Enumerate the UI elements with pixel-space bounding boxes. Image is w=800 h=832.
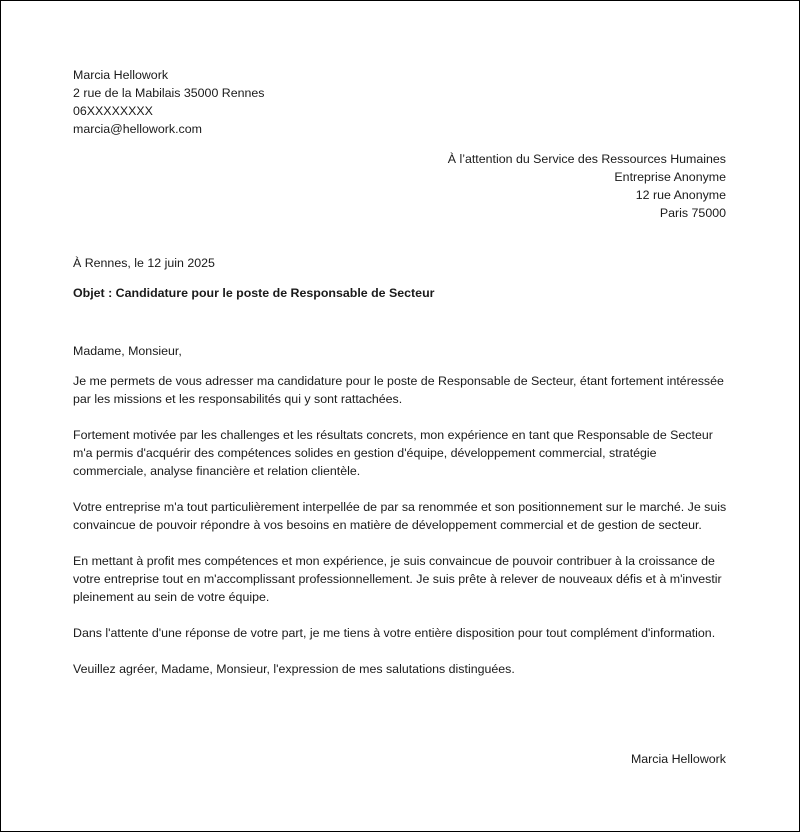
recipient-block xyxy=(448,150,726,222)
sender-phone: 06XXXXXXXX xyxy=(73,104,153,118)
recipient-street: 12 rue Anonyme xyxy=(635,188,726,202)
recipient-attention: À l’attention du Service des Ressources Humaines xyxy=(447,152,726,166)
subject-line: Objet : Candidature pour le poste de Responsable de Secteur xyxy=(73,286,435,300)
signature: Marcia Hellowork xyxy=(630,752,726,766)
body-paragraph-4: En mettant à profit mes compétences et mon expérience, je suis convaincue de pouvoir contribuer à la croissance de votre entreprise tout en m'accomplissant professionnellement. Je suis prête à relever de nouveaux défis et à m'investir pleinement au sein de votre équipe. xyxy=(73,554,722,604)
body-paragraph-2: Fortement motivée par les challenges et les résultats concrets, mon expérience en tant que Responsable de Secteur m'a permis d'acquérir des compétences solides en gestion d'équipe, développement commercial, stratégie commerciale, analyse financière et relation clientèle. xyxy=(73,428,713,478)
sender-name: Marcia Hellowork xyxy=(73,68,169,82)
sender-email: marcia@hellowork.com xyxy=(73,122,202,136)
body-paragraph-1: Je me permets de vous adresser ma candidature pour le poste de Responsable de Secteur, étant fortement intéressée par les missions et les responsabilités qui y sont rattachées. xyxy=(73,374,724,406)
body-paragraph-5: Dans l'attente d'une réponse de votre part, je me tiens à votre entière disposition pour tout complément d'information. xyxy=(73,626,716,640)
closing-formula: Veuillez agréer, Madame, Monsieur, l'expression de mes salutations distinguées. xyxy=(73,662,515,676)
sender-block xyxy=(73,66,265,138)
recipient-company: Entreprise Anonyme xyxy=(614,170,726,184)
letter-body xyxy=(73,342,733,678)
greeting: Madame, Monsieur, xyxy=(73,344,182,358)
body-paragraph-3: Votre entreprise m'a tout particulièrement interpellée de par sa renommée et son positionnement sur le marché. Je suis convaincue de pouvoir répondre à vos besoins en matière de développement commercial et de gestion de secteur. xyxy=(73,500,727,532)
sender-address: 2 rue de la Mabilais 35000 Rennes xyxy=(73,86,265,100)
recipient-city: Paris 75000 xyxy=(659,206,726,220)
date-line: À Rennes, le 12 juin 2025 xyxy=(73,256,215,270)
